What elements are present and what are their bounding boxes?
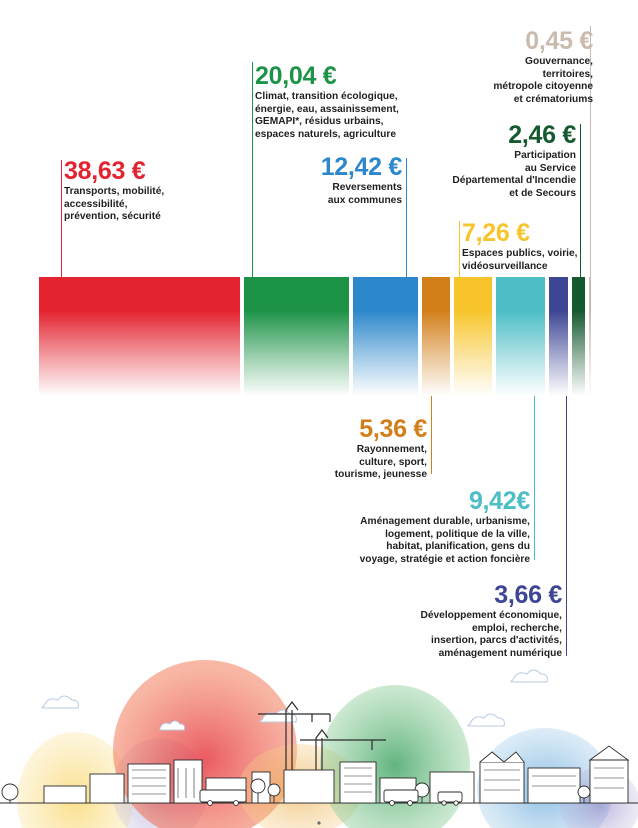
city-skyline-illustration — [0, 640, 638, 828]
category-label-3 — [328, 182, 402, 207]
leader-line-4 — [431, 396, 432, 474]
value-label-3: 12,42 € — [320, 153, 402, 181]
bar-4 — [422, 277, 450, 396]
bar-3 — [353, 277, 418, 396]
bar-6 — [496, 277, 545, 396]
category-label-line: insertion, parcs d'activités, — [431, 635, 562, 647]
category-label-line: logement, politique de la ville, — [385, 528, 530, 540]
category-label-line: et de Secours — [509, 187, 576, 199]
leader-line-7 — [566, 396, 567, 656]
page-marker-dot — [317, 821, 320, 824]
category-label-line: Espaces publics, voirie, — [462, 248, 578, 259]
bar-2 — [244, 277, 349, 396]
category-label-5 — [462, 248, 578, 273]
value-label-5: 7,26 € — [462, 219, 530, 247]
category-label-line: voyage, stratégie et action foncière — [359, 553, 530, 565]
bar-5 — [454, 277, 492, 396]
leader-line-1 — [61, 160, 62, 277]
leader-line-2 — [252, 62, 253, 277]
bar-9 — [589, 277, 591, 396]
category-label-2 — [255, 91, 399, 141]
category-label-line: prévention, sécurité — [64, 211, 161, 223]
category-label-line: espaces naturels, agriculture — [255, 128, 396, 140]
category-label-line: métropole citoyenne — [493, 81, 593, 93]
category-label-line: Participation — [514, 150, 576, 161]
leader-line-3 — [406, 158, 407, 277]
leader-line-8 — [580, 124, 581, 277]
category-label-line: Transports, mobilité, — [64, 186, 165, 197]
category-label-line: accessibilité, — [64, 198, 128, 210]
category-label-8 — [452, 150, 576, 200]
category-label-line: Aménagement durable, urbanisme, — [360, 516, 530, 527]
category-label-line: GEMAPI*, résidus urbains, — [255, 116, 384, 128]
category-label-line: habitat, planification, gens du — [386, 541, 530, 553]
category-label-line: Développement économique, — [420, 610, 562, 621]
category-label-line: Rayonnement, — [356, 444, 427, 455]
value-label-6: 9,42€ — [468, 487, 530, 515]
category-label-line: culture, sport, — [359, 456, 427, 468]
bar-8 — [572, 277, 585, 396]
category-label-line: Gouvernance, — [525, 56, 593, 67]
category-label-line: territoires, — [542, 68, 593, 80]
leader-line-5 — [459, 221, 460, 277]
category-label-4 — [335, 444, 427, 482]
value-label-8: 2,46 € — [508, 121, 576, 149]
category-label-line: aux communes — [327, 194, 402, 206]
value-label-7: 3,66 € — [494, 581, 562, 609]
category-label-line: et crématoriums — [513, 93, 593, 105]
bar-7 — [549, 277, 568, 396]
value-label-9: 0,45 € — [525, 27, 593, 55]
value-label-2: 20,04 € — [255, 62, 337, 90]
clouds — [42, 670, 547, 730]
bar-1 — [39, 277, 240, 396]
category-label-line: Départemental d'Incendie — [452, 175, 576, 187]
category-label-line: vidéosurveillance — [462, 260, 548, 272]
category-label-line: aménagement numérique — [438, 647, 562, 659]
category-label-line: tourisme, jeunesse — [334, 469, 427, 481]
dome-green — [320, 685, 470, 828]
category-label-line: au Service — [525, 162, 576, 174]
value-label-1: 38,63 € — [64, 157, 146, 185]
category-label-1 — [64, 186, 164, 224]
category-label-line: emploi, recherche, — [471, 622, 562, 634]
category-label-line: Reversements — [332, 182, 402, 193]
category-label-9 — [493, 56, 593, 106]
category-label-line: Climat, transition écologique, — [255, 91, 398, 102]
category-label-line: énergie, eau, assainissement, — [255, 103, 399, 115]
value-label-4: 5,36 € — [359, 415, 427, 443]
leader-line-6 — [534, 396, 535, 560]
category-label-6 — [360, 516, 530, 566]
